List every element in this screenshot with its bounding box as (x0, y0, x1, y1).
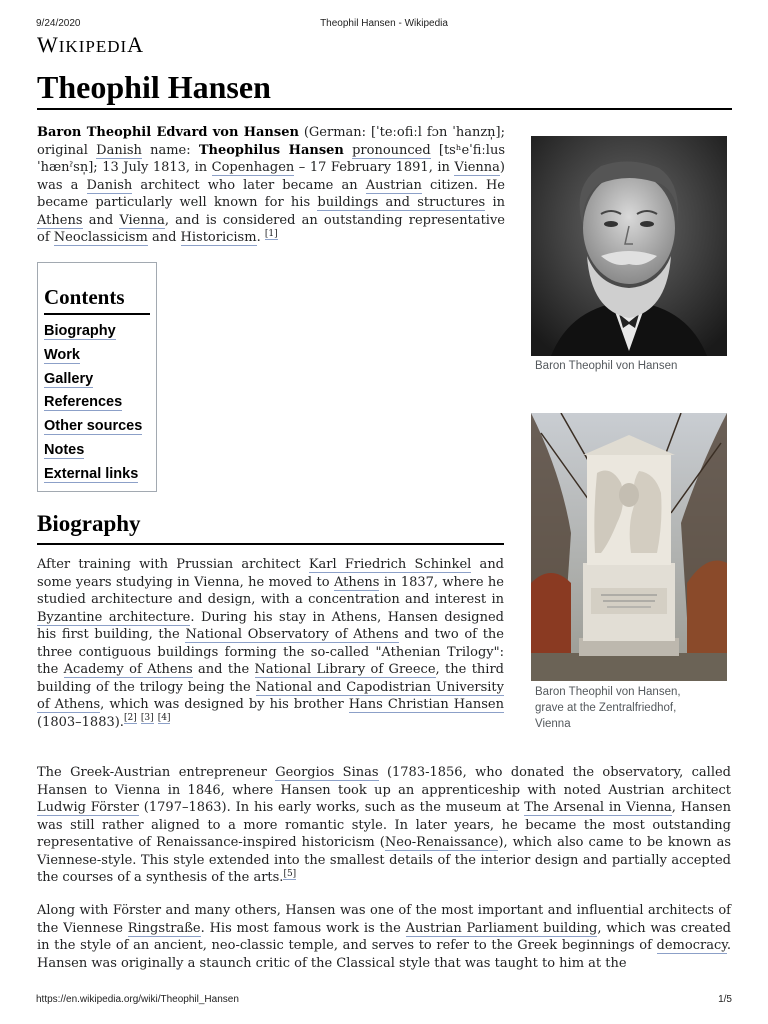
toc-item-notes[interactable] (44, 440, 150, 464)
link-national-observatory[interactable]: National Observatory of Athens (185, 627, 399, 642)
wordmark-middle: IKIPEDI (58, 37, 128, 56)
link-schinkel[interactable]: Karl Friedrich Schinkel (308, 557, 472, 572)
biography-paragraph-1 (37, 556, 504, 731)
print-date: 9/24/2020 (36, 18, 81, 29)
toc-item-biography[interactable] (44, 321, 150, 345)
text: and the (192, 662, 255, 677)
wordmark-w: W (37, 32, 59, 57)
text: name: (141, 142, 199, 158)
print-header (36, 18, 732, 30)
toc-item-references[interactable] (44, 392, 150, 416)
text: . During his stay in Athens, Hansen designed his first building, the (37, 609, 504, 642)
toc-item-label: Biography (44, 323, 116, 339)
toc-title: Contents (44, 285, 150, 315)
link-neoclassicism[interactable]: Neoclassicism (53, 230, 148, 245)
ref-5[interactable]: [5] (283, 868, 297, 879)
text: in (485, 195, 505, 210)
print-url: https://en.wikipedia.org/wiki/Theophil_Hansen (36, 994, 239, 1005)
link-pronounced[interactable]: pronounced (352, 142, 431, 158)
text: [tsʰeˈfiːlus ˈhænˀsn̩]; 13 July 1813, in (37, 142, 505, 175)
text: and some years studying in Vienna, he moved to (37, 557, 505, 590)
text: in 1837, where he studied architecture and design, with a concentration and interest in (37, 574, 504, 607)
toc-item-label: External links (44, 465, 139, 482)
text: , which was designed by his brother (100, 697, 349, 712)
grave-caption-line-2: grave at the Zentralfriedhof, (535, 702, 677, 714)
ref-1[interactable]: [1] (264, 228, 278, 239)
link-national-library[interactable]: National Library of Greece (254, 662, 436, 677)
link-democracy[interactable]: democracy (656, 938, 727, 953)
bold-name-danish: Theophilus Hansen (198, 142, 344, 158)
text: and (147, 230, 181, 245)
text: (1803–1883). (37, 714, 124, 730)
text: After training with Prussian architect (37, 557, 309, 572)
text: and two of the three contiguous buildings forming the so-called "Athenian Trilogy": the (37, 627, 504, 677)
portrait-image[interactable] (531, 136, 727, 356)
text: , and is considered an outstanding representative of (37, 212, 505, 245)
text: and (82, 212, 120, 228)
text: (German: [ˈteːofiːl fɔn ˈhanzn̩]; original (37, 125, 505, 158)
link-academy-of-athens[interactable]: Academy of Athens (63, 662, 193, 677)
toc-item-label: Work (44, 346, 80, 363)
link-athens[interactable]: Athens (333, 574, 380, 590)
text: (1797–1863). In his early works, such as the museum at (138, 800, 525, 815)
title-divider (37, 108, 732, 110)
link-arsenal-vienna[interactable]: The Arsenal in Vienna (524, 800, 672, 815)
toc-item-gallery[interactable] (44, 369, 150, 393)
link-neo-renaissance[interactable]: Neo-Renaissance (384, 835, 499, 850)
portrait-caption: Baron Theophil von Hansen (535, 360, 678, 372)
link-austrian-parliament[interactable]: Austrian Parliament building (405, 920, 598, 936)
biography-paragraph-3 (37, 902, 731, 972)
link-buildings[interactable]: buildings and structures (317, 195, 486, 210)
toc-item-label: References (44, 394, 123, 411)
toc-item-external-links[interactable] (44, 464, 150, 488)
toc-item-other-sources[interactable] (44, 416, 150, 440)
text: , which was created in the style of an ancient, neo-classic temple, and serves to refer to the Greek beginnings of (37, 920, 731, 953)
grave-monument-image[interactable] (531, 413, 727, 681)
ref-3[interactable]: [3] (140, 713, 154, 724)
grave-caption-line-1: Baron Theophil von Hansen, (535, 686, 681, 698)
text: Along with Förster and many others, Hansen was one of the most important and influential architects of the Viennese (37, 903, 731, 936)
link-vienna-2[interactable]: Vienna (119, 212, 165, 228)
bold-name: Baron Theophil Edvard von Hansen (37, 125, 299, 140)
text: citizen. He became particularly well known for his (37, 177, 505, 210)
text: . (256, 230, 265, 245)
link-hans-christian-hansen[interactable]: Hans Christian Hansen (348, 697, 504, 712)
text: . Hansen was originally a staunch critic of the Classical style that was taught to him at the (37, 938, 731, 971)
ref-2[interactable]: [2] (123, 713, 137, 724)
intro-paragraph (37, 124, 505, 247)
link-historicism[interactable]: Historicism (180, 230, 257, 245)
link-ludwig-forster[interactable]: Ludwig Förster (37, 800, 139, 815)
page-number: 1/5 (718, 994, 732, 1005)
link-copenhagen[interactable]: Copenhagen (211, 160, 295, 175)
print-footer (36, 994, 732, 1006)
text: , Hansen was still rather aligned to a more romantic style. In later years, he became the most outstanding representative of Renaissance-inspired historicism ( (37, 800, 731, 850)
page-title: Theophil Hansen (37, 69, 271, 105)
text: The Greek-Austrian entrepreneur (37, 765, 276, 780)
text (344, 143, 352, 158)
biography-paragraph-2 (37, 764, 731, 887)
link-georgios-sinas[interactable]: Georgios Sinas (275, 765, 379, 780)
text: , the third building of the trilogy being the (37, 662, 504, 695)
text: – 17 February 1891, in (294, 160, 455, 175)
text: ), which also came to be known as Viennese-style. This style extended into the smallest details of the interior design and partially accepted the courses of a synthesis of the arts. (37, 835, 732, 885)
link-byzantine-architecture[interactable]: Byzantine architecture (37, 609, 191, 625)
link-ringstrasse[interactable]: Ringstraße (127, 920, 201, 936)
toc-item-label: Gallery (44, 370, 94, 387)
text: architect who later became an (132, 177, 366, 193)
toc-item-label: Notes (44, 441, 85, 458)
section-divider (37, 543, 504, 545)
toc-item-label: Other sources (44, 418, 143, 435)
ref-4[interactable]: [4] (157, 713, 171, 724)
wikipedia-wordmark[interactable] (37, 32, 144, 58)
toc-item-work[interactable] (44, 345, 150, 369)
grave-caption-line-3: Vienna (535, 718, 571, 730)
text: . His most famous work is the (200, 920, 406, 936)
link-danish[interactable]: Danish (96, 142, 142, 158)
table-of-contents (37, 262, 157, 492)
section-heading-biography: Biography (37, 511, 141, 536)
text: ) was a (37, 160, 505, 193)
link-austrian[interactable]: Austrian (365, 177, 422, 193)
wordmark-a: A (127, 32, 145, 57)
link-athens[interactable]: Athens (37, 212, 83, 228)
grave-caption (535, 684, 731, 732)
link-vienna[interactable]: Vienna (454, 160, 500, 175)
text: (1783-1856, who donated the observatory, called Hansen to Vienna in 1846, where Hansen took up an apprenticeship with noted Austrian architect (37, 765, 731, 798)
link-danish-2[interactable]: Danish (86, 177, 133, 193)
link-university-of-athens[interactable]: National and Capodistrian University of Athens (37, 679, 504, 712)
print-page-title: Theophil Hansen - Wikipedia (320, 18, 448, 29)
